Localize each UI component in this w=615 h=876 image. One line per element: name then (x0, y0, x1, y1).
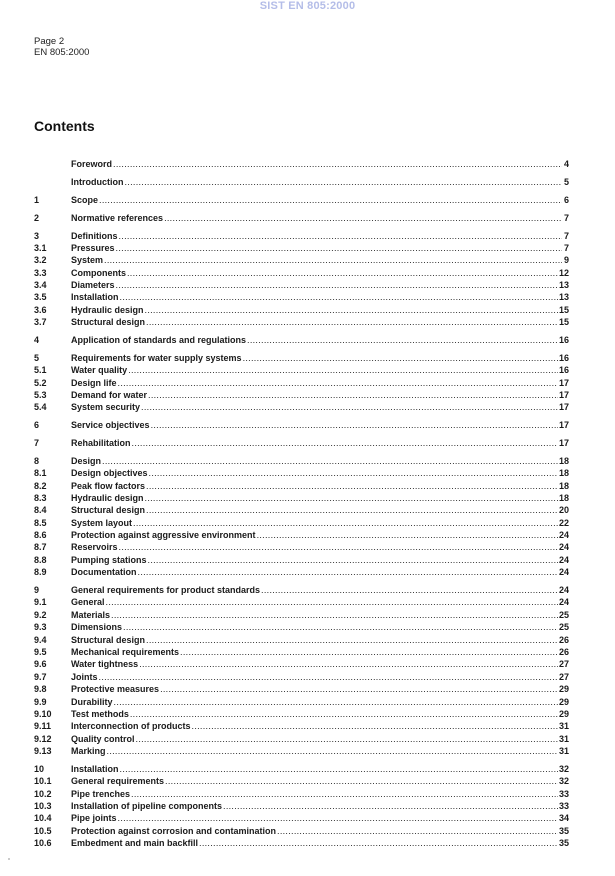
toc-dot-leader (146, 505, 558, 516)
toc-entry-number: 7 (34, 437, 40, 448)
toc-dot-leader (99, 672, 558, 683)
toc-entry-number: 8.1 (34, 468, 47, 479)
toc-entry[interactable] (34, 291, 569, 303)
toc-entry-label: System layout (71, 517, 133, 528)
toc-entry-page: 16 (558, 335, 569, 346)
toc-entry-page: 31 (558, 721, 569, 732)
toc-entry[interactable] (34, 800, 569, 812)
toc-entry-number: 8.8 (34, 554, 47, 565)
toc-entry-page: 18 (558, 492, 569, 503)
toc-entry-number: 8 (34, 455, 40, 466)
toc-dot-leader (164, 213, 562, 224)
toc-dot-leader (148, 555, 558, 566)
toc-entry-label: Test methods (71, 708, 129, 719)
toc-entry-page: 24 (558, 567, 569, 578)
toc-entry[interactable] (34, 211, 569, 223)
toc-entry-page: 17 (558, 389, 569, 400)
toc-entry-number: 9.1 (34, 597, 47, 608)
toc-dot-leader (132, 438, 558, 449)
toc-entry[interactable] (34, 683, 569, 695)
toc-entry-page: 6 (563, 194, 569, 205)
toc-entry[interactable] (34, 633, 569, 645)
toc-entry-page: 27 (558, 671, 569, 682)
toc-entry-page: 35 (558, 838, 569, 849)
toc-entry[interactable] (34, 596, 569, 608)
toc-entry-label: Water tightness (71, 659, 139, 670)
toc-entry-label: Structural design (71, 317, 146, 328)
toc-entry-label: Pipe trenches (71, 788, 131, 799)
toc-entry-label: Diameters (71, 280, 115, 291)
page-header (34, 36, 89, 58)
toc-entry-number: 9.13 (34, 746, 52, 757)
toc-entry-number: 9.2 (34, 609, 47, 620)
toc-entry-label: Pipe joints (71, 813, 117, 824)
toc-entry[interactable] (34, 553, 569, 565)
toc-entry-label: Water quality (71, 365, 128, 376)
toc-entry[interactable] (34, 621, 569, 633)
toc-entry-label: Structural design (71, 505, 146, 516)
toc-entry-page: 24 (558, 530, 569, 541)
toc-entry[interactable] (34, 316, 569, 328)
toc-entry-label: Materials (71, 609, 111, 620)
toc-entry-page: 9 (563, 255, 569, 266)
toc-entry-page: 15 (558, 304, 569, 315)
toc-entry-label: Requirements for water supply systems (71, 352, 242, 363)
toc-entry-page: 18 (558, 480, 569, 491)
toc-entry-label: Structural design (71, 634, 146, 645)
toc-dot-leader (128, 365, 558, 376)
toc-entry[interactable] (34, 454, 569, 466)
toc-dot-leader (104, 255, 562, 266)
toc-entry-page: 7 (563, 212, 569, 223)
toc-entry-label: Pressures (71, 242, 115, 253)
toc-entry-number: 9 (34, 585, 40, 596)
toc-entry-number: 10.3 (34, 801, 52, 812)
toc-entry[interactable] (34, 492, 569, 504)
toc-dot-leader (113, 159, 562, 170)
toc-dot-leader (107, 746, 558, 757)
toc-entry-label: Installation of pipeline components (71, 801, 223, 812)
toc-entry-page: 25 (558, 609, 569, 620)
toc-entry[interactable] (34, 419, 569, 431)
toc-entry-label: Reservoirs (71, 542, 118, 553)
toc-entry-number: 9.8 (34, 684, 47, 695)
toc-entry-label: Protection against aggressive environment (71, 530, 256, 541)
toc-entry-page: 24 (558, 554, 569, 565)
toc-entry-page: 17 (558, 402, 569, 413)
toc-entry-page: 22 (558, 517, 569, 528)
toc-entry[interactable] (34, 529, 569, 541)
toc-entry-label: Durability (71, 696, 113, 707)
toc-dot-leader (199, 838, 558, 849)
toc-entry[interactable] (34, 158, 569, 170)
toc-dot-leader (180, 647, 558, 658)
toc-entry[interactable] (34, 646, 569, 658)
toc-entry-page: 34 (558, 813, 569, 824)
toc-entry-label: Joints (71, 671, 98, 682)
toc-entry-number: 3.6 (34, 304, 47, 315)
toc-entry-number: 5.4 (34, 402, 47, 413)
toc-entry[interactable] (34, 364, 569, 376)
toc-entry-label: Marking (71, 746, 106, 757)
toc-dot-leader (114, 697, 558, 708)
toc-entry[interactable] (34, 254, 569, 266)
toc-entry-number: 3 (34, 230, 40, 241)
toc-entry-label: Design life (71, 377, 117, 388)
toc-entry[interactable] (34, 437, 569, 449)
toc-entry-page: 7 (563, 230, 569, 241)
toc-entry-page: 16 (558, 365, 569, 376)
toc-dot-leader (146, 481, 558, 492)
toc-entry-label: Installation (71, 763, 119, 774)
toc-entry-label: Design (71, 455, 102, 466)
toc-entry[interactable] (34, 266, 569, 278)
toc-dot-leader (116, 280, 558, 291)
toc-entry-label: Mechanical requirements (71, 646, 180, 657)
toc-entry-number: 8.7 (34, 542, 47, 553)
toc-entry-number: 9.11 (34, 721, 52, 732)
toc-entry-label: Components (71, 267, 126, 278)
toc-entry-label: Normative references (71, 212, 164, 223)
toc-dot-leader (111, 610, 558, 621)
toc-entry-page: 32 (558, 776, 569, 787)
toc-entry-number: 4 (34, 335, 40, 346)
page-number: Page 2 (34, 36, 65, 47)
toc-entry-page: 31 (558, 733, 569, 744)
toc-dot-leader (123, 622, 558, 633)
toc-entry-label: System security (71, 402, 141, 413)
toc-entry-number: 3.4 (34, 280, 47, 291)
toc-entry-label: Foreword (71, 159, 113, 170)
toc-entry-label: Scope (71, 194, 99, 205)
toc-entry-number: 9.7 (34, 671, 47, 682)
toc-entry-page: 15 (558, 317, 569, 328)
toc-entry-page: 5 (563, 177, 569, 188)
toc-dot-leader (141, 402, 558, 413)
toc-dot-leader (133, 518, 558, 529)
toc-entry-page: 32 (558, 763, 569, 774)
toc-entry-page: 26 (558, 646, 569, 657)
toc-entry[interactable] (34, 516, 569, 528)
toc-dot-leader (160, 684, 558, 695)
toc-dot-leader (146, 635, 558, 646)
toc-entry[interactable] (34, 584, 569, 596)
toc-entry-label: Protection against corrosion and contamination (71, 825, 277, 836)
toc-dot-leader (257, 530, 558, 541)
toc-entry-label: Documentation (71, 567, 137, 578)
toc-dot-leader (99, 195, 562, 206)
toc-entry-page: 24 (558, 585, 569, 596)
toc-dot-leader (165, 776, 558, 787)
toc-entry[interactable] (34, 658, 569, 670)
toc-dot-leader (192, 721, 558, 732)
page-title: Contents (34, 118, 95, 134)
toc-entry-number: 10.5 (34, 825, 52, 836)
toc-entry-page: 29 (558, 684, 569, 695)
toc-entry[interactable] (34, 775, 569, 787)
toc-entry-number: 10.1 (34, 776, 52, 787)
toc-entry-label: General requirements for product standards (71, 585, 261, 596)
toc-entry-number: 8.2 (34, 480, 47, 491)
toc-entry-number: 10.2 (34, 788, 52, 799)
toc-dot-leader (120, 292, 558, 303)
toc-entry-label: Introduction (71, 177, 124, 188)
toc-entry-number: 9.4 (34, 634, 47, 645)
toc-entry-number: 9.9 (34, 696, 47, 707)
table-of-contents (34, 158, 569, 849)
toc-entry-number: 9.12 (34, 733, 52, 744)
toc-entry[interactable] (34, 194, 569, 206)
toc-entry-number: 9.3 (34, 622, 47, 633)
toc-entry-label: Rehabilitation (71, 437, 131, 448)
toc-entry-label: System (71, 255, 104, 266)
toc-entry[interactable] (34, 745, 569, 757)
toc-entry-number: 3.7 (34, 317, 47, 328)
toc-entry-page: 4 (563, 159, 569, 170)
toc-entry[interactable] (34, 334, 569, 346)
toc-dot-leader (119, 542, 558, 553)
scan-speck (8, 858, 10, 860)
toc-entry[interactable] (34, 242, 569, 254)
toc-dot-leader (139, 659, 558, 670)
toc-entry-page: 18 (558, 468, 569, 479)
toc-dot-leader (102, 456, 558, 467)
toc-dot-leader (223, 801, 558, 812)
standard-id: EN 805:2000 (34, 47, 90, 58)
toc-entry-number: 10 (34, 763, 45, 774)
toc-entry-number: 3.5 (34, 292, 47, 303)
toc-entry[interactable] (34, 279, 569, 291)
toc-entry-label: Dimensions (71, 622, 123, 633)
toc-entry-number: 5.1 (34, 365, 47, 376)
toc-entry-number: 6 (34, 420, 40, 431)
toc-entry-label: Embedment and main backfill (71, 838, 199, 849)
toc-entry[interactable] (34, 732, 569, 744)
toc-entry-label: Hydraulic design (71, 304, 144, 315)
toc-entry[interactable] (34, 401, 569, 413)
toc-entry-label: Demand for water (71, 389, 148, 400)
toc-dot-leader (261, 585, 558, 596)
toc-entry-page: 13 (558, 292, 569, 303)
toc-entry[interactable] (34, 708, 569, 720)
toc-dot-leader (151, 420, 558, 431)
toc-entry[interactable] (34, 541, 569, 553)
toc-entry-label: Hydraulic design (71, 492, 144, 503)
toc-dot-leader (136, 734, 558, 745)
toc-entry-label: General (71, 597, 105, 608)
toc-entry-number: 9.5 (34, 646, 47, 657)
toc-dot-leader (119, 231, 563, 242)
toc-entry[interactable] (34, 389, 569, 401)
toc-entry-page: 24 (558, 597, 569, 608)
toc-entry-page: 20 (558, 505, 569, 516)
toc-entry-label: Definitions (71, 230, 118, 241)
toc-dot-leader (118, 813, 558, 824)
toc-dot-leader (116, 243, 562, 254)
toc-entry-number: 10.6 (34, 838, 52, 849)
toc-entry[interactable] (34, 176, 569, 188)
toc-entry-label: General requirements (71, 776, 165, 787)
toc-entry-number: 8.9 (34, 567, 47, 578)
toc-entry-label: Protective measures (71, 684, 160, 695)
toc-entry-number: 1 (34, 194, 40, 205)
toc-dot-leader (277, 826, 558, 837)
toc-entry-label: Peak flow factors (71, 480, 146, 491)
toc-entry-number: 9.6 (34, 659, 47, 670)
toc-entry-page: 29 (558, 696, 569, 707)
toc-entry-number: 9.10 (34, 708, 52, 719)
toc-dot-leader (243, 353, 558, 364)
toc-entry[interactable] (34, 837, 569, 849)
toc-entry-page: 17 (558, 420, 569, 431)
toc-entry-number: 3.2 (34, 255, 47, 266)
toc-entry[interactable] (34, 566, 569, 578)
toc-entry[interactable] (34, 762, 569, 774)
toc-entry[interactable] (34, 608, 569, 620)
toc-entry[interactable] (34, 720, 569, 732)
toc-entry-number: 5.2 (34, 377, 47, 388)
toc-entry-page: 16 (558, 352, 569, 363)
toc-entry-label: Design objectives (71, 468, 148, 479)
toc-dot-leader (148, 390, 558, 401)
toc-entry-label: Quality control (71, 733, 135, 744)
toc-entry-page: 31 (558, 746, 569, 757)
toc-entry-number: 8.3 (34, 492, 47, 503)
toc-entry-label: Service objectives (71, 420, 150, 431)
toc-entry-page: 17 (558, 377, 569, 388)
toc-entry-page: 35 (558, 825, 569, 836)
toc-entry-page: 25 (558, 622, 569, 633)
toc-entry[interactable] (34, 479, 569, 491)
toc-entry[interactable] (34, 376, 569, 388)
toc-entry[interactable] (34, 670, 569, 682)
toc-entry-page: 24 (558, 542, 569, 553)
toc-dot-leader (247, 335, 558, 346)
toc-dot-leader (130, 709, 558, 720)
toc-entry-page: 33 (558, 788, 569, 799)
toc-entry-number: 5 (34, 352, 40, 363)
toc-entry-page: 26 (558, 634, 569, 645)
toc-dot-leader (149, 468, 558, 479)
toc-entry-label: Interconnection of products (71, 721, 191, 732)
toc-entry-number: 3.1 (34, 242, 47, 253)
watermark: SIST EN 805:2000 (259, 0, 356, 12)
toc-entry-label: Pumping stations (71, 554, 147, 565)
toc-entry-number: 8.5 (34, 517, 47, 528)
toc-entry-number: 2 (34, 212, 40, 223)
toc-entry[interactable] (34, 351, 569, 363)
toc-entry-page: 17 (558, 437, 569, 448)
toc-entry-page: 18 (558, 455, 569, 466)
toc-dot-leader (127, 268, 558, 279)
toc-entry-page: 12 (558, 267, 569, 278)
toc-entry-label: Application of standards and regulations (71, 335, 247, 346)
toc-entry-page: 29 (558, 708, 569, 719)
toc-dot-leader (145, 493, 558, 504)
toc-dot-leader (146, 317, 558, 328)
toc-entry-number: 5.3 (34, 389, 47, 400)
toc-entry[interactable] (34, 824, 569, 836)
toc-dot-leader (145, 305, 558, 316)
toc-entry[interactable] (34, 787, 569, 799)
toc-entry-number: 8.4 (34, 505, 47, 516)
toc-entry-label: Installation (71, 292, 119, 303)
toc-dot-leader (118, 378, 558, 389)
toc-dot-leader (131, 789, 558, 800)
toc-entry[interactable] (34, 504, 569, 516)
toc-dot-leader (106, 597, 558, 608)
toc-entry[interactable] (34, 695, 569, 707)
toc-dot-leader (120, 764, 558, 775)
toc-entry-number: 10.4 (34, 813, 52, 824)
toc-entry-number: 8.6 (34, 530, 47, 541)
toc-entry-page: 27 (558, 659, 569, 670)
toc-entry-number: 3.3 (34, 267, 47, 278)
toc-entry[interactable] (34, 467, 569, 479)
toc-dot-leader (138, 567, 558, 578)
toc-entry[interactable] (34, 303, 569, 315)
toc-entry[interactable] (34, 229, 569, 241)
toc-entry[interactable] (34, 812, 569, 824)
toc-dot-leader (125, 177, 563, 188)
toc-entry-page: 13 (558, 280, 569, 291)
toc-entry-page: 33 (558, 801, 569, 812)
toc-entry-page: 7 (563, 242, 569, 253)
